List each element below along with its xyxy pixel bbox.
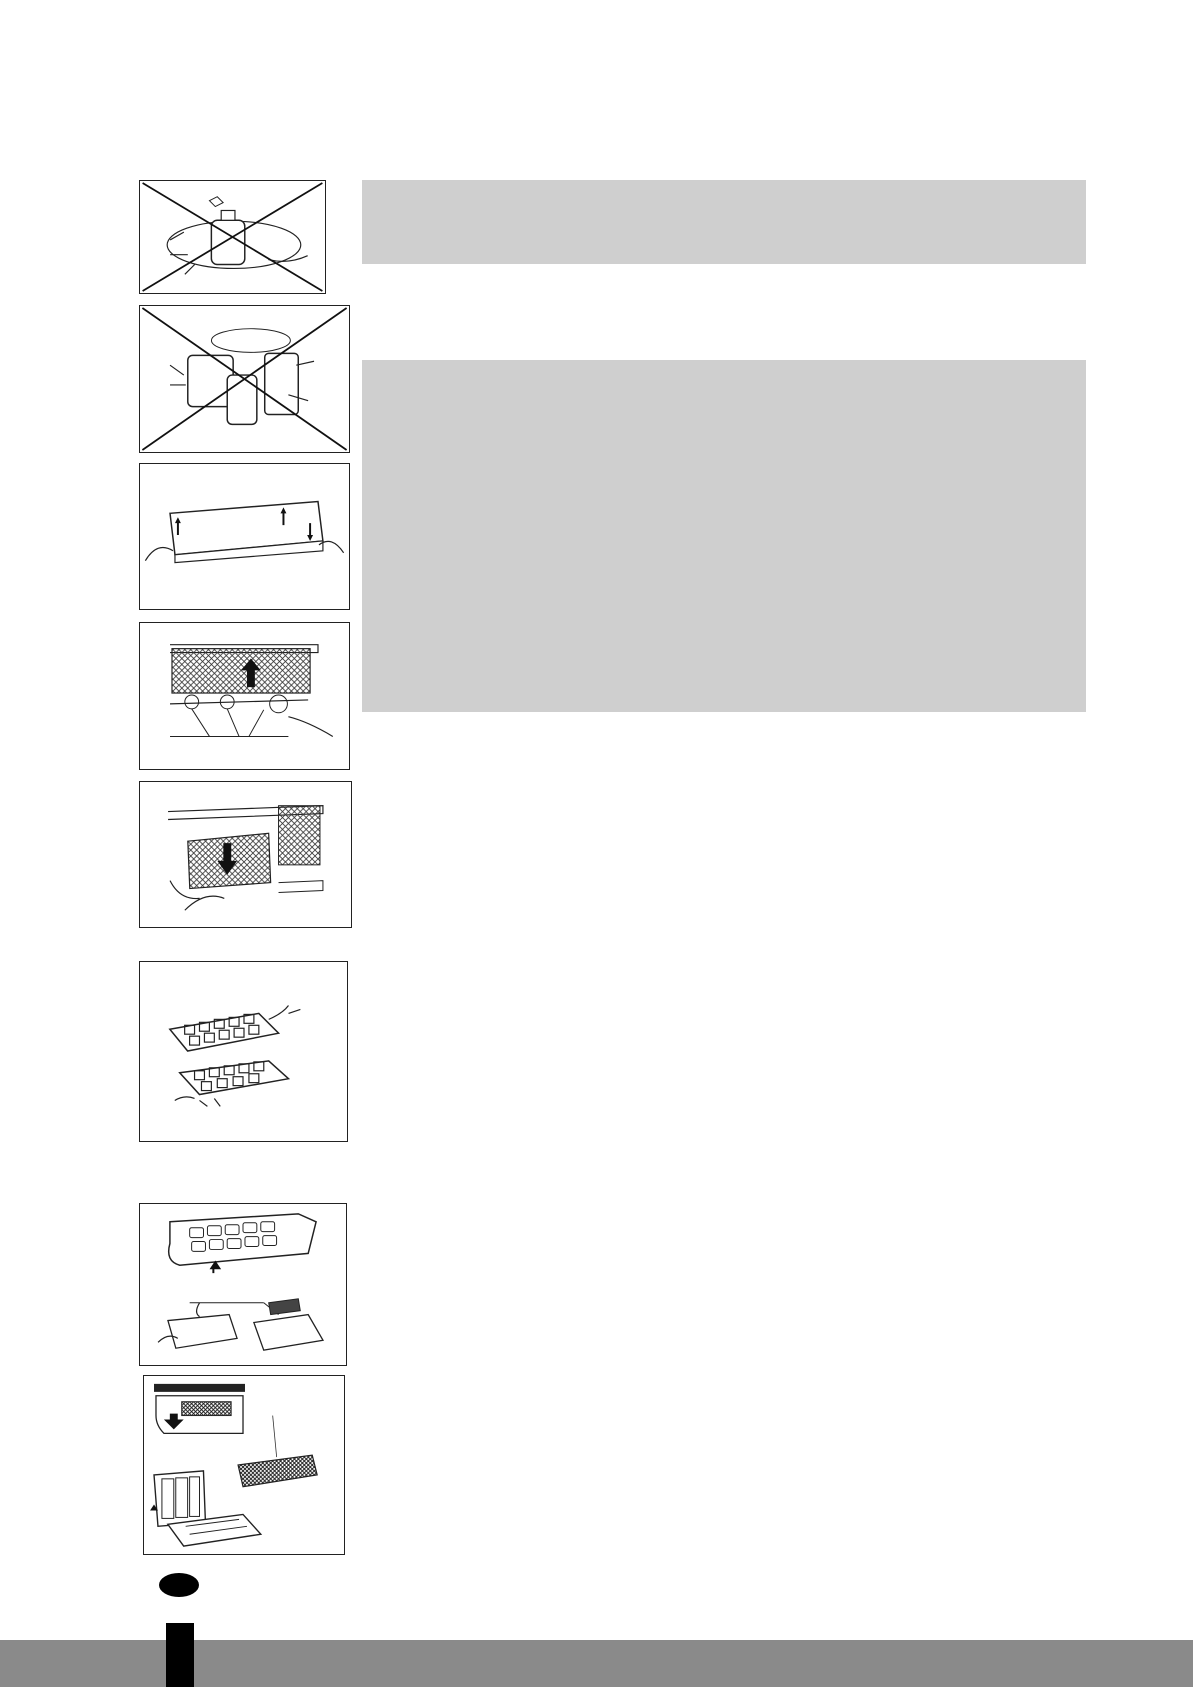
clean-filter-drawing	[140, 962, 347, 1141]
insert-cassette-drawing	[140, 1204, 346, 1365]
clean-filter-illustration	[139, 961, 348, 1142]
insert-filter-cassette-illustration	[139, 1203, 347, 1366]
info-panel-top	[362, 180, 1086, 264]
prohibited-spray-can-illustration	[139, 180, 326, 294]
prohibited-spray-near-unit-illustration	[139, 305, 350, 453]
spray-can-drawing	[140, 181, 325, 293]
info-panel-main	[362, 360, 1086, 712]
remove-filter-drawing	[140, 782, 351, 927]
lift-filter-illustration	[139, 622, 350, 770]
spray-near-unit-drawing	[140, 306, 349, 452]
replace-carbon-filter-illustration	[143, 1375, 345, 1555]
footer-tab-marker	[166, 1623, 194, 1687]
language-badge	[159, 1573, 199, 1597]
carbon-filter-drawing	[144, 1376, 344, 1554]
front-panel-drawing	[140, 464, 349, 609]
remove-filter-illustration	[139, 781, 352, 928]
lift-filter-drawing	[140, 623, 349, 769]
open-front-panel-illustration	[139, 463, 350, 610]
